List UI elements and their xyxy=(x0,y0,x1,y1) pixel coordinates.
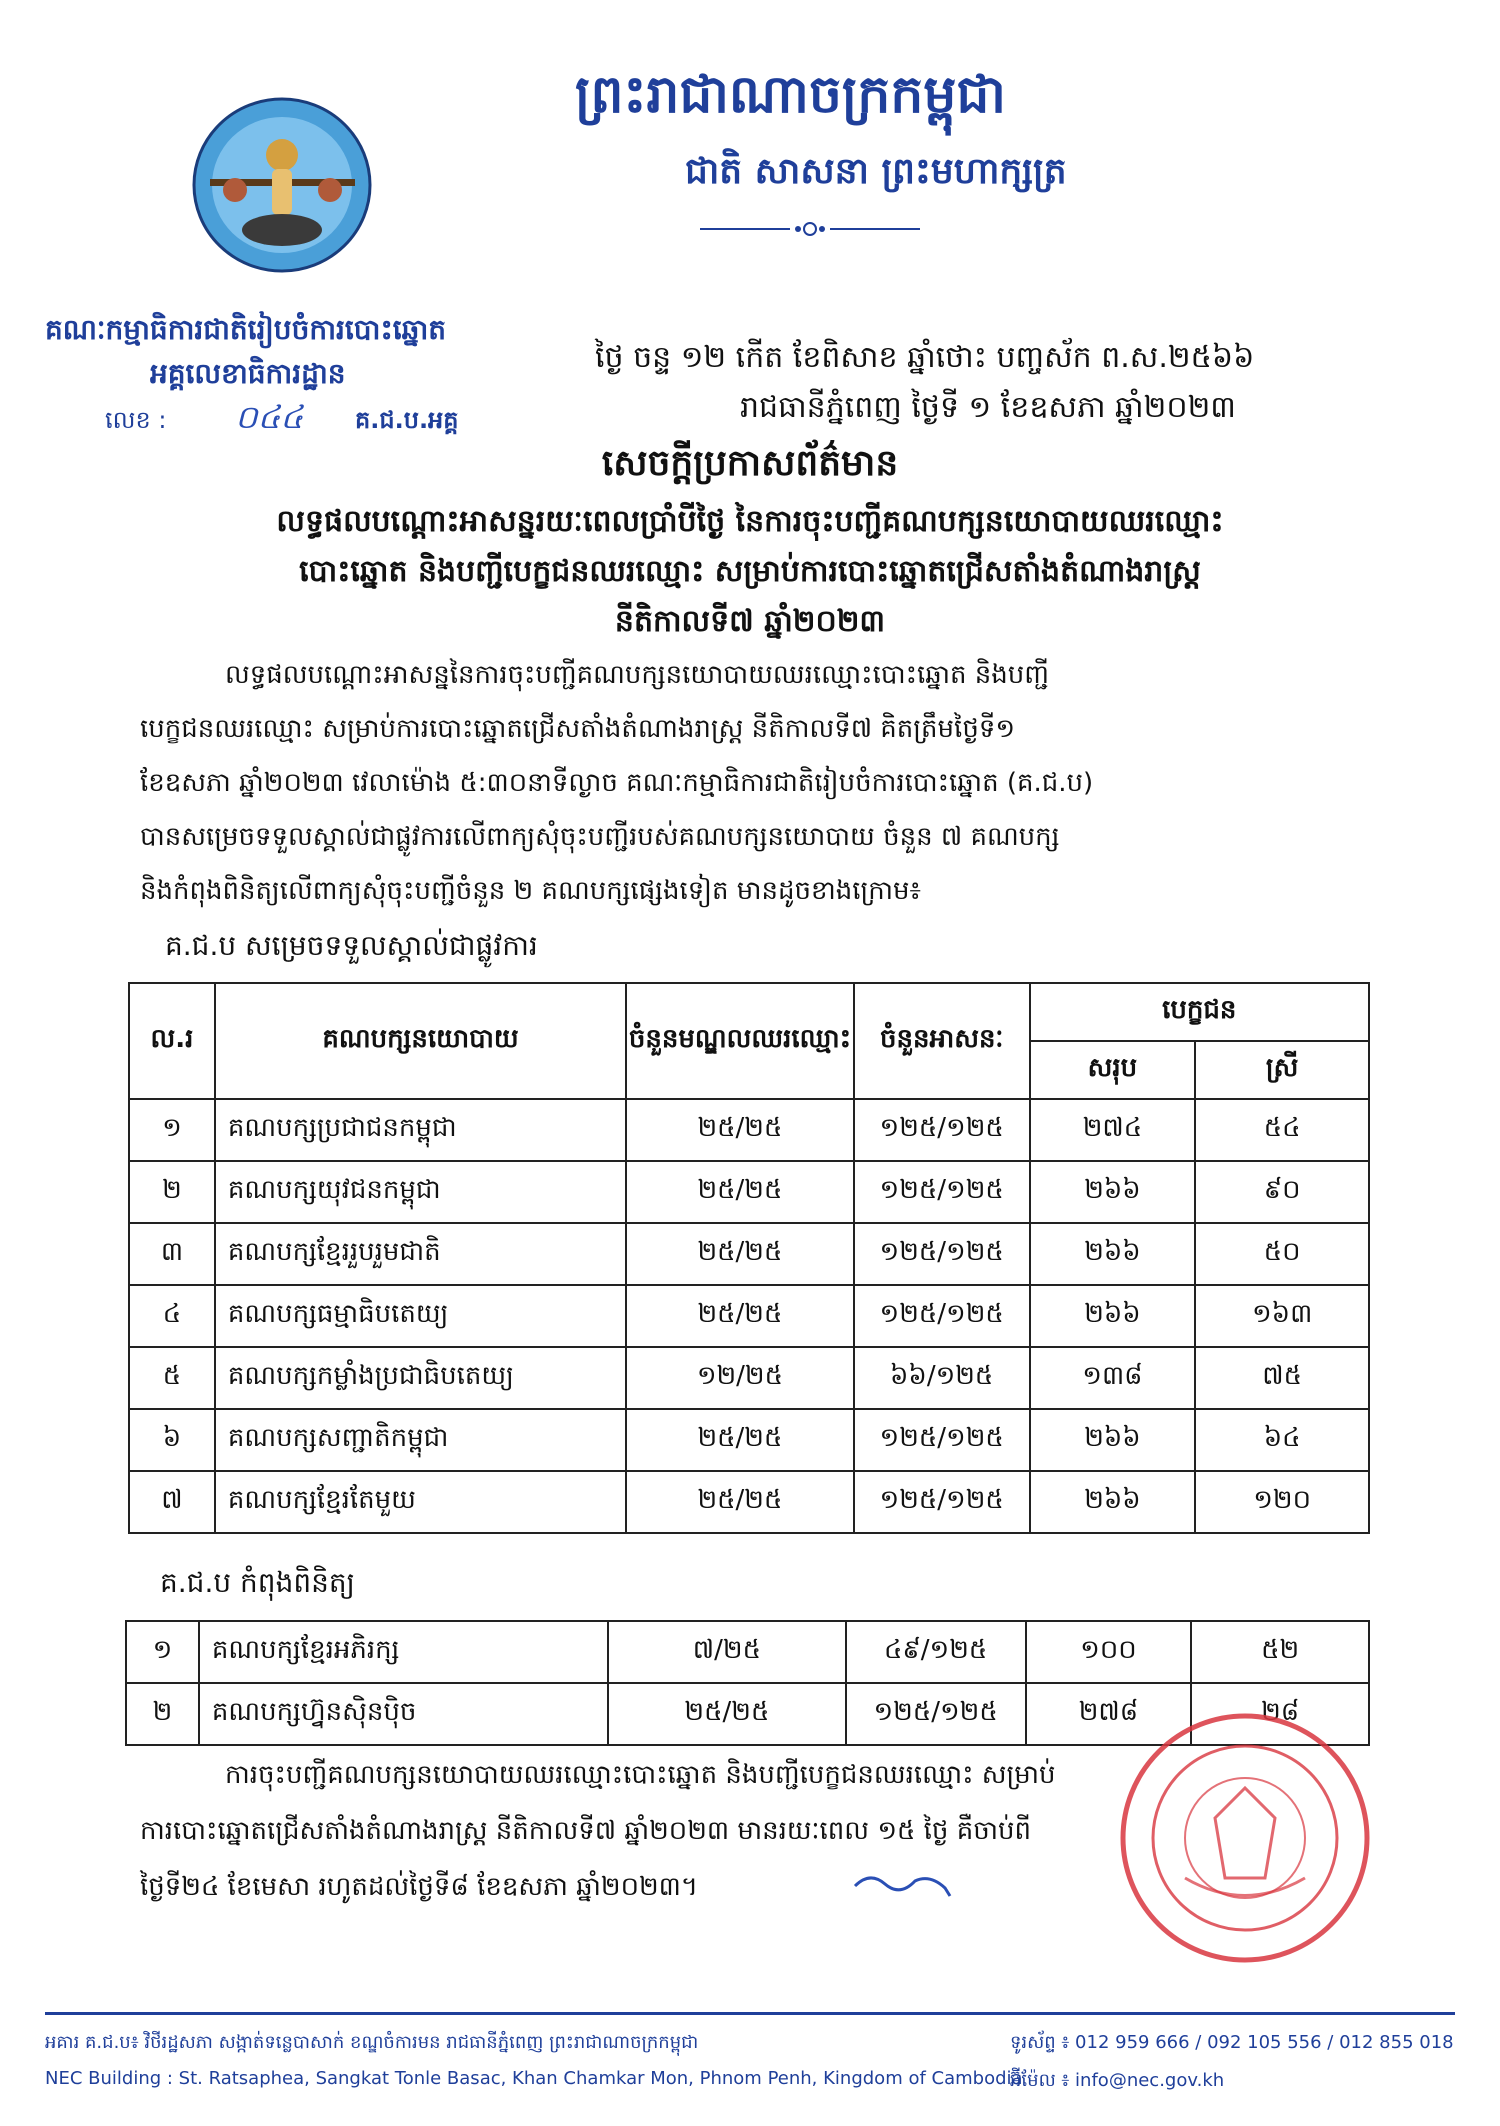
cell-female: ២៨ xyxy=(1191,1683,1369,1745)
cell-seats: ៤៩/១២៥ xyxy=(846,1621,1026,1683)
cell-constituencies: ២៥/២៥ xyxy=(626,1223,854,1285)
intro-line: បេក្ខជនឈរឈ្មោះ សម្រាប់ការបោះឆ្នោតជ្រើសតាំងតំណាងរាស្ត្រ នីតិកាលទី៧ គិតត្រឹមថ្ងៃទី១ xyxy=(140,714,1015,744)
intro-line: បានសម្រេចទទួលស្គាល់ជាផ្លូវការលើពាក្យសុំចុះបញ្ជីរបស់គណបក្សនយោបាយ ចំនួន ៧ គណបក្ស xyxy=(140,822,1060,852)
cell-constituencies: ២៥/២៥ xyxy=(626,1285,854,1347)
header-total: សរុប xyxy=(1030,1041,1196,1099)
cell-seats: ១២៥/១២៥ xyxy=(854,1471,1030,1533)
table-row xyxy=(129,1161,1369,1223)
cell-total: ២៦៦ xyxy=(1030,1161,1196,1223)
cell-no: ៧ xyxy=(129,1471,215,1533)
closing-line: ការបោះឆ្នោតជ្រើសតាំងតំណាងរាស្ត្រ នីតិកាលទី៧ ឆ្នាំ២០២៣ មានរយៈពេល ១៥ ថ្ងៃ គឺចាប់ពី xyxy=(140,1816,1031,1846)
section-review-heading: គ.ជ.ប កំពុងពិនិត្យ xyxy=(160,1566,356,1599)
cell-total: ២៦៦ xyxy=(1030,1285,1196,1347)
intro-line: លទ្ធផលបណ្តោះអាសន្ននៃការចុះបញ្ជីគណបក្សនយោបាយឈរឈ្មោះបោះឆ្នោត និងបញ្ជី xyxy=(225,660,1050,690)
cell-no: ៣ xyxy=(129,1223,215,1285)
cell-seats: ១២៥/១២៥ xyxy=(846,1683,1026,1745)
cell-party: គណបក្សខ្មែររួបរួមជាតិ xyxy=(215,1223,626,1285)
table-row xyxy=(126,1621,1369,1683)
organization-department: អគ្គលេខាធិការដ្ឋាន xyxy=(150,357,346,390)
cell-total: ២៧៨ xyxy=(1026,1683,1192,1745)
reference-label: លេខ : xyxy=(105,406,167,434)
cell-female: ៩០ xyxy=(1195,1161,1369,1223)
cell-no: ២ xyxy=(126,1683,199,1745)
closing-line: ថ្ងៃទី២៤ ខែមេសា រហូតដល់ថ្ងៃទី៨ ខែឧសភា ឆ្នាំ២០២៣។ xyxy=(140,1872,699,1902)
table-row xyxy=(129,1223,1369,1285)
document-subtitle-2: បោះឆ្នោត និងបញ្ជីបេក្ខជនឈរឈ្មោះ សម្រាប់ការបោះឆ្នោតជ្រើសតាំងតំណាងរាស្ត្រ xyxy=(299,554,1201,589)
cell-seats: ១២៥/១២៥ xyxy=(854,1099,1030,1161)
table-row xyxy=(129,1285,1369,1347)
approved-table-body xyxy=(129,1099,1369,1533)
table-row xyxy=(129,1409,1369,1471)
cell-party: គណបក្សយុវជនកម្ពុជា xyxy=(215,1161,626,1223)
cell-total: ១០០ xyxy=(1026,1621,1192,1683)
header-candidates: បេក្ខជន xyxy=(1030,983,1369,1041)
footer-address-km: អគារ គ.ជ.ប៖ វិថីរដ្ឋសភា សង្កាត់ទន្លេបាសាក់ ខណ្ឌចំការមន រាជធានីភ្នំពេញ ព្រះរាជាណាចក្រកម្ពុជា xyxy=(45,2032,699,2053)
cell-party: គណបក្សខ្មែរតែមួយ xyxy=(215,1471,626,1533)
header-constituencies: ចំនួនមណ្ឌលឈរឈ្មោះ xyxy=(626,983,854,1099)
lunar-date: ថ្ងៃ ចន្ទ ១២ កើត ខែពិសាខ ឆ្នាំថោះ បញ្ចស័ក ព.ស.២៥៦៦ xyxy=(595,340,1255,375)
cell-party: គណបក្សហ្វ៊ុនស៊ិនប៉ិច xyxy=(199,1683,608,1745)
cell-female: ៧៥ xyxy=(1195,1347,1369,1409)
cell-female: ៥៤ xyxy=(1195,1099,1369,1161)
cell-female: ៥២ xyxy=(1191,1621,1369,1683)
cell-seats: ១២៥/១២៥ xyxy=(854,1161,1030,1223)
table-row xyxy=(129,1099,1369,1161)
cell-total: ២៦៦ xyxy=(1030,1409,1196,1471)
reference-code: គ.ជ.ប.អគ្គ xyxy=(355,406,459,434)
intro-line: និងកំពុងពិនិត្យលើពាក្យសុំចុះបញ្ជីចំនួន ២ គណបក្សផ្សេងទៀត មានដូចខាងក្រោម៖ xyxy=(140,876,921,906)
section-approved-heading: គ.ជ.ប សម្រេចទទួលស្គាល់ជាផ្លូវការ xyxy=(165,929,538,962)
cell-constituencies: ៧/២៥ xyxy=(608,1621,846,1683)
cell-seats: ១២៥/១២៥ xyxy=(854,1409,1030,1471)
cell-party: គណបក្សធម្មាធិបតេយ្យ xyxy=(215,1285,626,1347)
cell-total: ១៣៨ xyxy=(1030,1347,1196,1409)
cell-party: គណបក្សសញ្ជាតិកម្ពុជា xyxy=(215,1409,626,1471)
cell-seats: ៦៦/១២៥ xyxy=(854,1347,1030,1409)
table-row xyxy=(129,1347,1369,1409)
nec-logo xyxy=(190,95,375,275)
cell-total: ២៦៦ xyxy=(1030,1223,1196,1285)
cell-no: ៥ xyxy=(129,1347,215,1409)
header-no: ល.រ xyxy=(129,983,215,1099)
cell-party: គណបក្សកម្លាំងប្រជាធិបតេយ្យ xyxy=(215,1347,626,1409)
cell-total: ២៧៤ xyxy=(1030,1099,1196,1161)
divider-ornament xyxy=(700,220,920,238)
document-subtitle-3: នីតិកាលទី៧ ឆ្នាំ២០២៣ xyxy=(614,604,886,639)
kingdom-title: ព្រះរាជាណាចក្រកម្ពុជា xyxy=(575,65,1006,125)
cell-constituencies: ២៥/២៥ xyxy=(626,1471,854,1533)
cell-seats: ១២៥/១២៥ xyxy=(854,1223,1030,1285)
solar-date: រាជធានីភ្នំពេញ ថ្ងៃទី ១ ខែឧសភា ឆ្នាំ២០២៣ xyxy=(740,390,1236,425)
reference-number: ០៤៤ xyxy=(235,398,303,436)
footer-phone: ទូរស័ព្ទ ៖ 012 959 666 / 092 105 556 / 012 855 018 xyxy=(1010,2032,1454,2053)
table-row xyxy=(129,1471,1369,1533)
header-female: ស្រី xyxy=(1195,1041,1369,1099)
handwritten-initial xyxy=(850,1866,960,1902)
cell-no: ៦ xyxy=(129,1409,215,1471)
closing-line: ការចុះបញ្ជីគណបក្សនយោបាយឈរឈ្មោះបោះឆ្នោត និងបញ្ជីបេក្ខជនឈរឈ្មោះ សម្រាប់ xyxy=(225,1760,1056,1790)
cell-no: ៤ xyxy=(129,1285,215,1347)
cell-party: គណបក្សប្រជាជនកម្ពុជា xyxy=(215,1099,626,1161)
cell-no: ១ xyxy=(126,1621,199,1683)
document-subtitle-1: លទ្ធផលបណ្តោះអាសន្នរយៈពេលប្រាំបីថ្ងៃ នៃការចុះបញ្ជីគណបក្សនយោបាយឈរឈ្មោះ xyxy=(276,504,1224,539)
organization-name: គណៈកម្មាធិការជាតិរៀបចំការបោះឆ្នោត xyxy=(45,313,447,346)
cell-total: ២៦៦ xyxy=(1030,1471,1196,1533)
cell-constituencies: ២៥/២៥ xyxy=(626,1099,854,1161)
cell-female: ១២០ xyxy=(1195,1471,1369,1533)
footer-divider xyxy=(45,2012,1455,2015)
cell-female: ៦៤ xyxy=(1195,1409,1369,1471)
footer-address-en: NEC Building : St. Ratsaphea, Sangkat Tonle Basac, Khan Chamkar Mon, Phnom Penh, Kingdom of Cambodia xyxy=(45,2068,1023,2089)
cell-no: ១ xyxy=(129,1099,215,1161)
document-title: សេចក្តីប្រកាសព័ត៌មាន xyxy=(601,443,899,484)
intro-line: ខែឧសភា ឆ្នាំ២០២៣ វេលាម៉ោង ៥:៣០នាទីល្ងាច គណៈកម្មាធិការជាតិរៀបចំការបោះឆ្នោត (គ.ជ.ប) xyxy=(140,768,1094,798)
cell-female: ១៦៣ xyxy=(1195,1285,1369,1347)
cell-constituencies: ២៥/២៥ xyxy=(626,1161,854,1223)
national-motto: ជាតិ សាសនា ព្រះមហាក្សត្រ xyxy=(685,151,1067,192)
cell-constituencies: ២៥/២៥ xyxy=(608,1683,846,1745)
approved-parties-table xyxy=(128,982,1370,1534)
footer-email: អ៊ីម៉ែល ៖ info@nec.gov.kh xyxy=(1010,2070,1225,2091)
cell-no: ២ xyxy=(129,1161,215,1223)
reference-row xyxy=(105,398,459,440)
cell-constituencies: ២៥/២៥ xyxy=(626,1409,854,1471)
header-party: គណបក្សនយោបាយ xyxy=(215,983,626,1099)
official-seal xyxy=(1115,1708,1375,1968)
cell-constituencies: ១២/២៥ xyxy=(626,1347,854,1409)
cell-seats: ១២៥/១២៥ xyxy=(854,1285,1030,1347)
header-seats: ចំនួនអាសនៈ xyxy=(854,983,1030,1099)
cell-female: ៥០ xyxy=(1195,1223,1369,1285)
cell-party: គណបក្សខ្មែរអភិរក្ស xyxy=(199,1621,608,1683)
